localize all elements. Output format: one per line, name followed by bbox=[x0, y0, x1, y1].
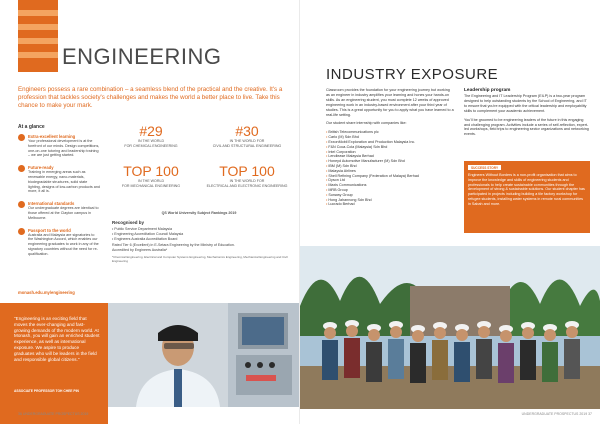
ranking-line: IN THE WORLD bbox=[137, 139, 165, 143]
company-item: • MRB Group bbox=[326, 188, 454, 193]
leadership-heading: Leadership program bbox=[464, 88, 511, 93]
footnote: *Chemical Engineering, Electrical and Computer Systems Engineering, Mechatronics Engineering, Mechanical Engineering and Civil Engineering bbox=[112, 254, 288, 263]
globe-icon bbox=[18, 201, 25, 208]
ranking-stat bbox=[202, 164, 292, 188]
content-column-1 bbox=[326, 88, 454, 207]
content-column-2 bbox=[464, 88, 590, 141]
company-item: • Lendlease Malaysia Berhad bbox=[326, 154, 454, 159]
company-item: • IBM (M) Sdn Bhd bbox=[326, 164, 454, 169]
body-paragraph: Our student share internship with companies like: bbox=[326, 121, 407, 126]
ranking-line: IN THE WORLD FOR bbox=[229, 179, 265, 183]
intro-text: Engineers possess a rare combination – a seamless blend of the practical and the creative. It's a profession that tackles society's challenges and makes the world a better place to live. Take this chance to make your mark. bbox=[18, 86, 283, 109]
company-list bbox=[326, 130, 454, 207]
recognised-heading: Recognised by bbox=[112, 220, 145, 225]
company-item: • Hong Jahannong Sdn Bhd bbox=[326, 198, 454, 203]
company-item: • Maxis Communications bbox=[326, 183, 454, 188]
glance-item bbox=[18, 165, 100, 194]
glance-item bbox=[18, 134, 100, 158]
ranking-line: ELECTRICAL AND ELECTRONIC ENGINEERING bbox=[206, 183, 288, 188]
at-a-glance-heading: At a glance bbox=[18, 124, 45, 130]
success-story-box bbox=[464, 161, 590, 233]
ranking-value: TOP 100 bbox=[219, 163, 275, 179]
section-title: INDUSTRY EXPOSURE bbox=[326, 66, 499, 83]
ranking-line: CIVIL AND STRUCTURAL ENGINEERING bbox=[212, 143, 282, 148]
ranking-line: IN THE WORLD bbox=[137, 179, 165, 183]
ranking-line: FOR MECHANICAL ENGINEERING bbox=[121, 183, 181, 188]
quote-text: "Engineering is an exciting field that moves the ever-changing and fast-growing demands of the modern world. At Monash, you will gain an enriched student experience, as well as international exposure. We aspire to produce graduates who will be leaders in the field and responsible global citizens." bbox=[14, 316, 100, 362]
company-item: • Carlo (M) Sdn Bhd bbox=[326, 135, 454, 140]
ranking-stat bbox=[106, 164, 196, 188]
ranking-value: #29 bbox=[139, 123, 163, 139]
rated-text: Rated Tier 6 (Excellent) in E-Setara Engineering by the Ministry of Education. bbox=[112, 243, 235, 248]
company-item: • Honeyd Automotive Manufacturer (M) Sdn Bhd bbox=[326, 159, 454, 164]
group-photo-illustration bbox=[300, 246, 600, 409]
recognised-item: • Engineers Australia Accreditation Board bbox=[112, 236, 178, 241]
body-paragraph: Classroom provides the foundation for your engineering journey but working as an engineer in industry amplifies your learning and hones your hands-on skills. As an engineering student, you must complete 12 weeks of approved engineering work in an industry-based environment after your third year of studies. This is a great opportunity for you to apply what you have learned to a real-life setting. bbox=[326, 88, 454, 117]
rankings-source: QS World University Subject Rankings 2019 bbox=[161, 211, 237, 215]
page-footer-left: 36 UNDERGRADUATE PROSPECTUS 2019 bbox=[18, 412, 89, 416]
company-item: • Intel Corporation bbox=[326, 150, 454, 155]
glance-list bbox=[18, 134, 100, 264]
page-title: ENGINEERING bbox=[62, 44, 222, 69]
ranking-value: #30 bbox=[235, 123, 259, 139]
company-item: • Sunway Group bbox=[326, 193, 454, 198]
company-item: • Shell Refining Company (Federation of Malaya) Berhad bbox=[326, 174, 454, 179]
glance-title: International standards bbox=[28, 201, 75, 207]
passport-icon bbox=[18, 228, 25, 235]
body-paragraph: The Engineering and IT Leadership Program (EILP) is a two-year program designed to help outstanding students by the School of Engineering, and IT to ensure that you're equipped with the critical leadership and employability skills to complement your academic achievement. bbox=[464, 94, 587, 113]
recognised-item: • Engineering Accreditation Council Malaysia bbox=[112, 231, 184, 236]
company-item: • Lucrado Berhad bbox=[326, 202, 454, 207]
glance-text: Our undergraduate degrees are identical to those offered at the Clayton campus in Melbourne. bbox=[28, 206, 99, 220]
ranking-value: TOP 100 bbox=[123, 163, 179, 179]
glance-item bbox=[18, 201, 100, 220]
company-item: • British Telecommunications plc bbox=[326, 130, 454, 135]
ranking-line: FOR CHEMICAL ENGINEERING bbox=[124, 143, 178, 148]
accredited-text: Accredited by Engineers Australia* bbox=[112, 248, 168, 253]
website-link[interactable]: monash.edu.my/engineering bbox=[18, 290, 75, 295]
success-story-text: Engineers Without Borders is a non-profit organisation that aims to improve the knowledge and skills of engineering students and professionals to help create sustainable communities through the development of strong & sustainable solutions. Our student chapter has participated in projects including building a tile factory workshop for refugee students, installing water systems in remote rural communities in Sabah and more. bbox=[468, 173, 585, 206]
company-item: • ExxonMobil Exploration and Production Malaysia Inc. bbox=[326, 140, 454, 145]
company-item: • F&N Coca-Cola (Malaysia) Sdn Bhd bbox=[326, 145, 454, 150]
ranking-stat bbox=[106, 124, 196, 148]
rocket-icon bbox=[18, 165, 25, 172]
lab-photo bbox=[108, 303, 300, 407]
glance-title: Extra-excellent learning bbox=[28, 134, 76, 139]
right-page bbox=[300, 0, 600, 424]
company-item: • Malaysia Airlines bbox=[326, 169, 454, 174]
body-paragraph: You'll be groomed to be engineering leaders of the future in this engaging and challenging program. Activities include a series of self-reflection, expert-led workshops, field trips to engineering sector organizations and networking events. bbox=[464, 117, 589, 137]
ranking-line: IN THE WORLD FOR bbox=[229, 139, 265, 143]
recognised-item: • Public Service Department Malaysia bbox=[112, 227, 172, 231]
glance-title: Future-ready bbox=[28, 165, 54, 171]
glance-title: Passport to the world bbox=[28, 227, 71, 233]
ranking-stat bbox=[202, 124, 292, 148]
page-footer-right: UNDERGRADUATE PROSPECTUS 2019 37 bbox=[521, 412, 592, 416]
quote-author: ASSOCIATE PROFESSOR TOH CHEE PIN bbox=[14, 389, 79, 393]
glance-text: Australia and Malaysia are signatories to the Washington Accord, which enables our engineering graduates to work in any of the signatory countries without the need for re-qualification. bbox=[28, 232, 99, 256]
lab-photo-illustration bbox=[108, 303, 300, 407]
recognition-block bbox=[112, 220, 292, 263]
glance-item bbox=[18, 228, 100, 257]
glance-text: Your professional development is at the forefront of our minds. Design competitions, one-on-one tutoring and leadership training – we are just getting started. bbox=[28, 139, 100, 158]
group-photo bbox=[300, 246, 600, 409]
bulb-icon bbox=[18, 134, 25, 141]
header-graphic bbox=[18, 0, 58, 72]
company-item: • Dyson Ltd bbox=[326, 178, 454, 183]
success-story-tag: SUCCESS STORY bbox=[468, 165, 501, 170]
glance-text: Training in emerging areas such as renewable energy, nano-materials, biodegradable structures, solid state lighting, designs of low-carbon products and more, it all is. bbox=[28, 170, 100, 194]
